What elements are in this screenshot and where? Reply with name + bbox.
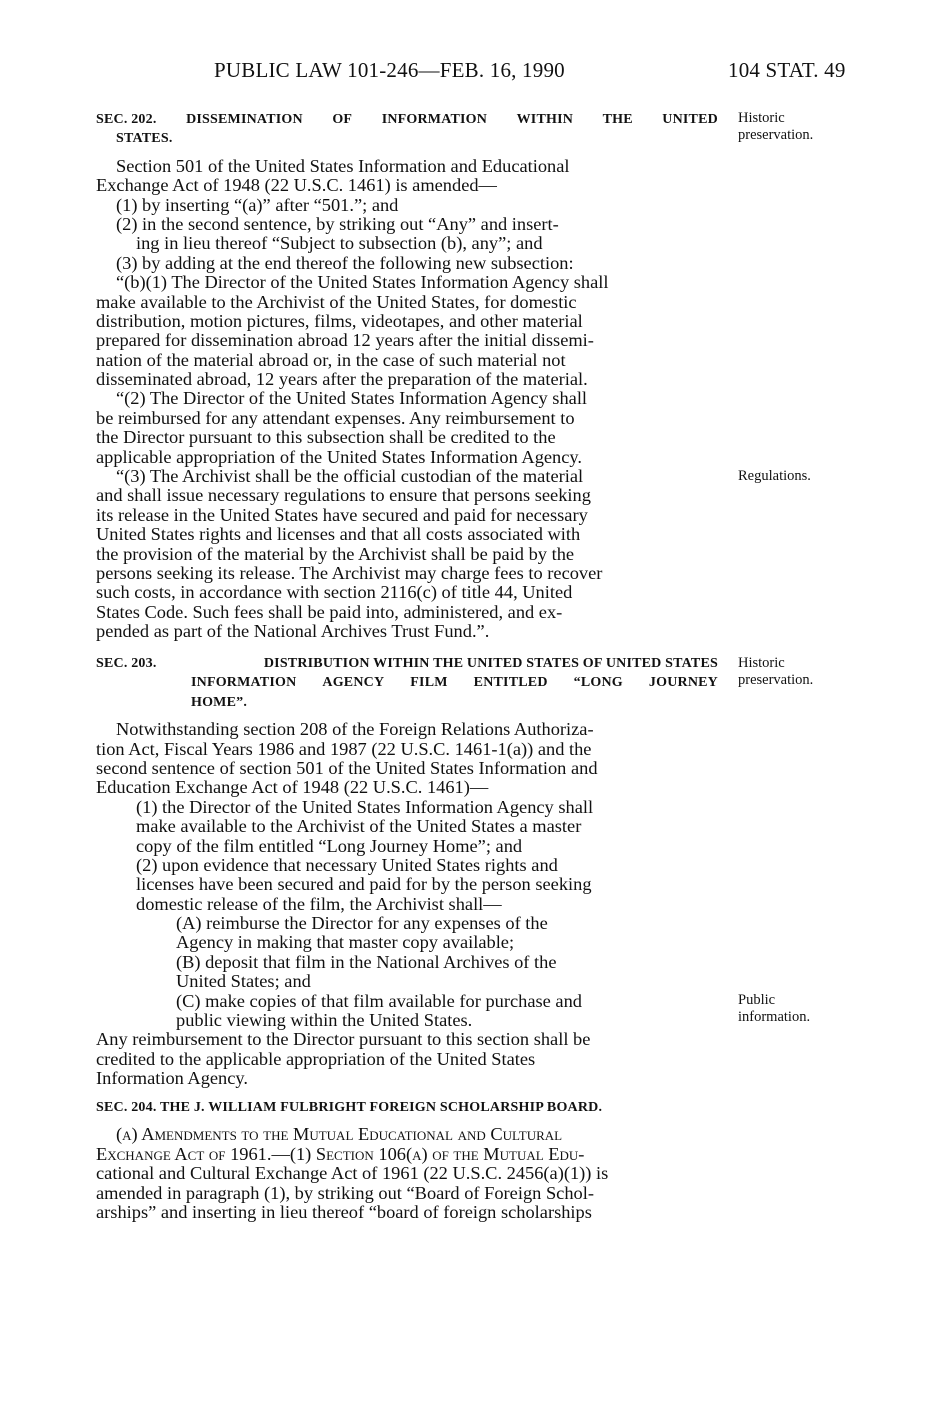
section-204 [96, 1098, 718, 1222]
text-line: and shall issue necessary regulations to ensure that persons seeking [96, 485, 591, 506]
text-line: credited to the applicable appropriation of the United States [96, 1048, 536, 1069]
text-line: (1) by inserting “(a)” after “501.”; and [116, 194, 399, 215]
text-line: (3) by adding at the end thereof the following new subsection: [116, 252, 574, 273]
margin-note-public-information: Public information. [738, 992, 811, 1025]
text-line: nation of the material abroad or, in the case of such material not [96, 349, 566, 370]
section-203-heading-cont: INFORMATION AGENCY FILM ENTITLED “LONG JOURNEY [191, 675, 718, 691]
text-line: “(3) The Archivist shall be the official custodian of the material [116, 466, 584, 487]
text-line: disseminated abroad, 12 years after the preparation of the material. [96, 369, 588, 390]
text-line: (a) Amendments to the Mutual Educational and Cultural [116, 1124, 563, 1145]
text-line: “(2) The Director of the United States Information Agency shall [116, 388, 588, 409]
margin-note-historic-preservation: Historic preservation. [738, 110, 814, 143]
text-line: distribution, motion pictures, films, videotapes, and other material [96, 310, 583, 331]
text-line: Exchange Act of 1961.—(1) Section 106(a) of the Mutual Edu- [96, 1143, 585, 1164]
text-line: Section 501 of the United States Information and Educational [116, 155, 570, 176]
text-line: Exchange Act of 1948 (22 U.S.C. 1461) is amended— [96, 175, 497, 196]
text-line: licenses have been secured and paid for by the person seeking [136, 874, 592, 895]
margin-note-regulations: Regulations. [738, 468, 811, 484]
text-line: its release in the United States have secured and paid for necessary [96, 504, 588, 525]
text-line: pended as part of the National Archives Trust Fund.”. [96, 621, 490, 642]
section-202-heading: SEC. 202. DISSEMINATION OF INFORMATION WITHIN THE UNITED [96, 112, 718, 127]
text-line: (1) the Director of the United States Information Agency shall [136, 796, 594, 817]
text-line: make available to the Archivist of the United States, for domestic [96, 291, 577, 312]
text-line: arships” and inserting in lieu thereof “board of foreign scholarships [96, 1201, 592, 1222]
section-203-heading-end: HOME”. [191, 694, 248, 710]
stat-page-number: 104 STAT. 49 [728, 58, 846, 82]
text-line: such costs, in accordance with section 2116(c) of title 44, United [96, 582, 573, 603]
text-line: Any reimbursement to the Director pursuant to this section shall be [96, 1029, 591, 1050]
section-203-heading: SEC. 203. DISTRIBUTION WITHIN THE UNITED STATES OF UNITED STATES [96, 656, 718, 671]
text-line: Education Exchange Act of 1948 (22 U.S.C. 1461)— [96, 777, 489, 798]
section-202 [96, 110, 718, 642]
text-line: cational and Cultural Exchange Act of 1961 (22 U.S.C. 2456(a)(1)) is [96, 1163, 609, 1184]
text-line: applicable appropriation of the United States Information Agency. [96, 446, 583, 467]
text-line: prepared for dissemination abroad 12 years after the initial dissemi- [96, 330, 594, 351]
section-202-heading-cont: STATES. [116, 131, 173, 147]
text-line: copy of the film entitled “Long Journey Home”; and [136, 835, 523, 856]
text-line: make available to the Archivist of the United States a master [136, 816, 582, 837]
text-line: domestic release of the film, the Archivist shall— [136, 893, 502, 914]
text-line: Agency in making that master copy available; [176, 932, 515, 953]
text-line: (2) upon evidence that necessary United States rights and [136, 854, 558, 875]
text-line: ing in lieu thereof “Subject to subsection (b), any”; and [136, 233, 543, 254]
text-line: (C) make copies of that film available for purchase and [176, 990, 582, 1011]
text-line: Notwithstanding section 208 of the Foreign Relations Authoriza- [116, 719, 594, 740]
text-line: second sentence of section 501 of the United States Information and [96, 757, 598, 778]
text-line: (2) in the second sentence, by striking out “Any” and insert- [116, 213, 559, 234]
text-line: United States; and [176, 971, 311, 992]
text-line: tion Act, Fiscal Years 1986 and 1987 (22 U.S.C. 1461-1(a)) and the [96, 738, 592, 759]
text-line: the provision of the material by the Archivist shall be paid by the [96, 543, 575, 564]
section-204-heading: SEC. 204. THE J. WILLIAM FULBRIGHT FOREIGN SCHOLARSHIP BOARD. [96, 1100, 603, 1115]
text-line: public viewing within the United States. [176, 1010, 473, 1031]
text-line: be reimbursed for any attendant expenses. Any reimbursement to [96, 407, 575, 428]
margin-note-historic-preservation: Historic preservation. [738, 655, 814, 688]
text-line: amended in paragraph (1), by striking out “Board of Foreign Schol- [96, 1182, 594, 1203]
text-line: United States rights and licenses and that all costs associated with [96, 524, 581, 545]
text-line: States Code. Such fees shall be paid into, administered, and ex- [96, 601, 563, 622]
text-line: (A) reimburse the Director for any expenses of the [176, 913, 548, 934]
section-203 [96, 654, 718, 1089]
running-head: PUBLIC LAW 101-246—FEB. 16, 1990 [214, 58, 565, 82]
text-line: (B) deposit that film in the National Archives of the [176, 951, 557, 972]
text-line: Information Agency. [96, 1068, 249, 1089]
text-line: the Director pursuant to this subsection shall be credited to the [96, 427, 556, 448]
text-line: “(b)(1) The Director of the United States Information Agency shall [116, 272, 609, 293]
text-line: persons seeking its release. The Archivist may charge fees to recover [96, 562, 603, 583]
